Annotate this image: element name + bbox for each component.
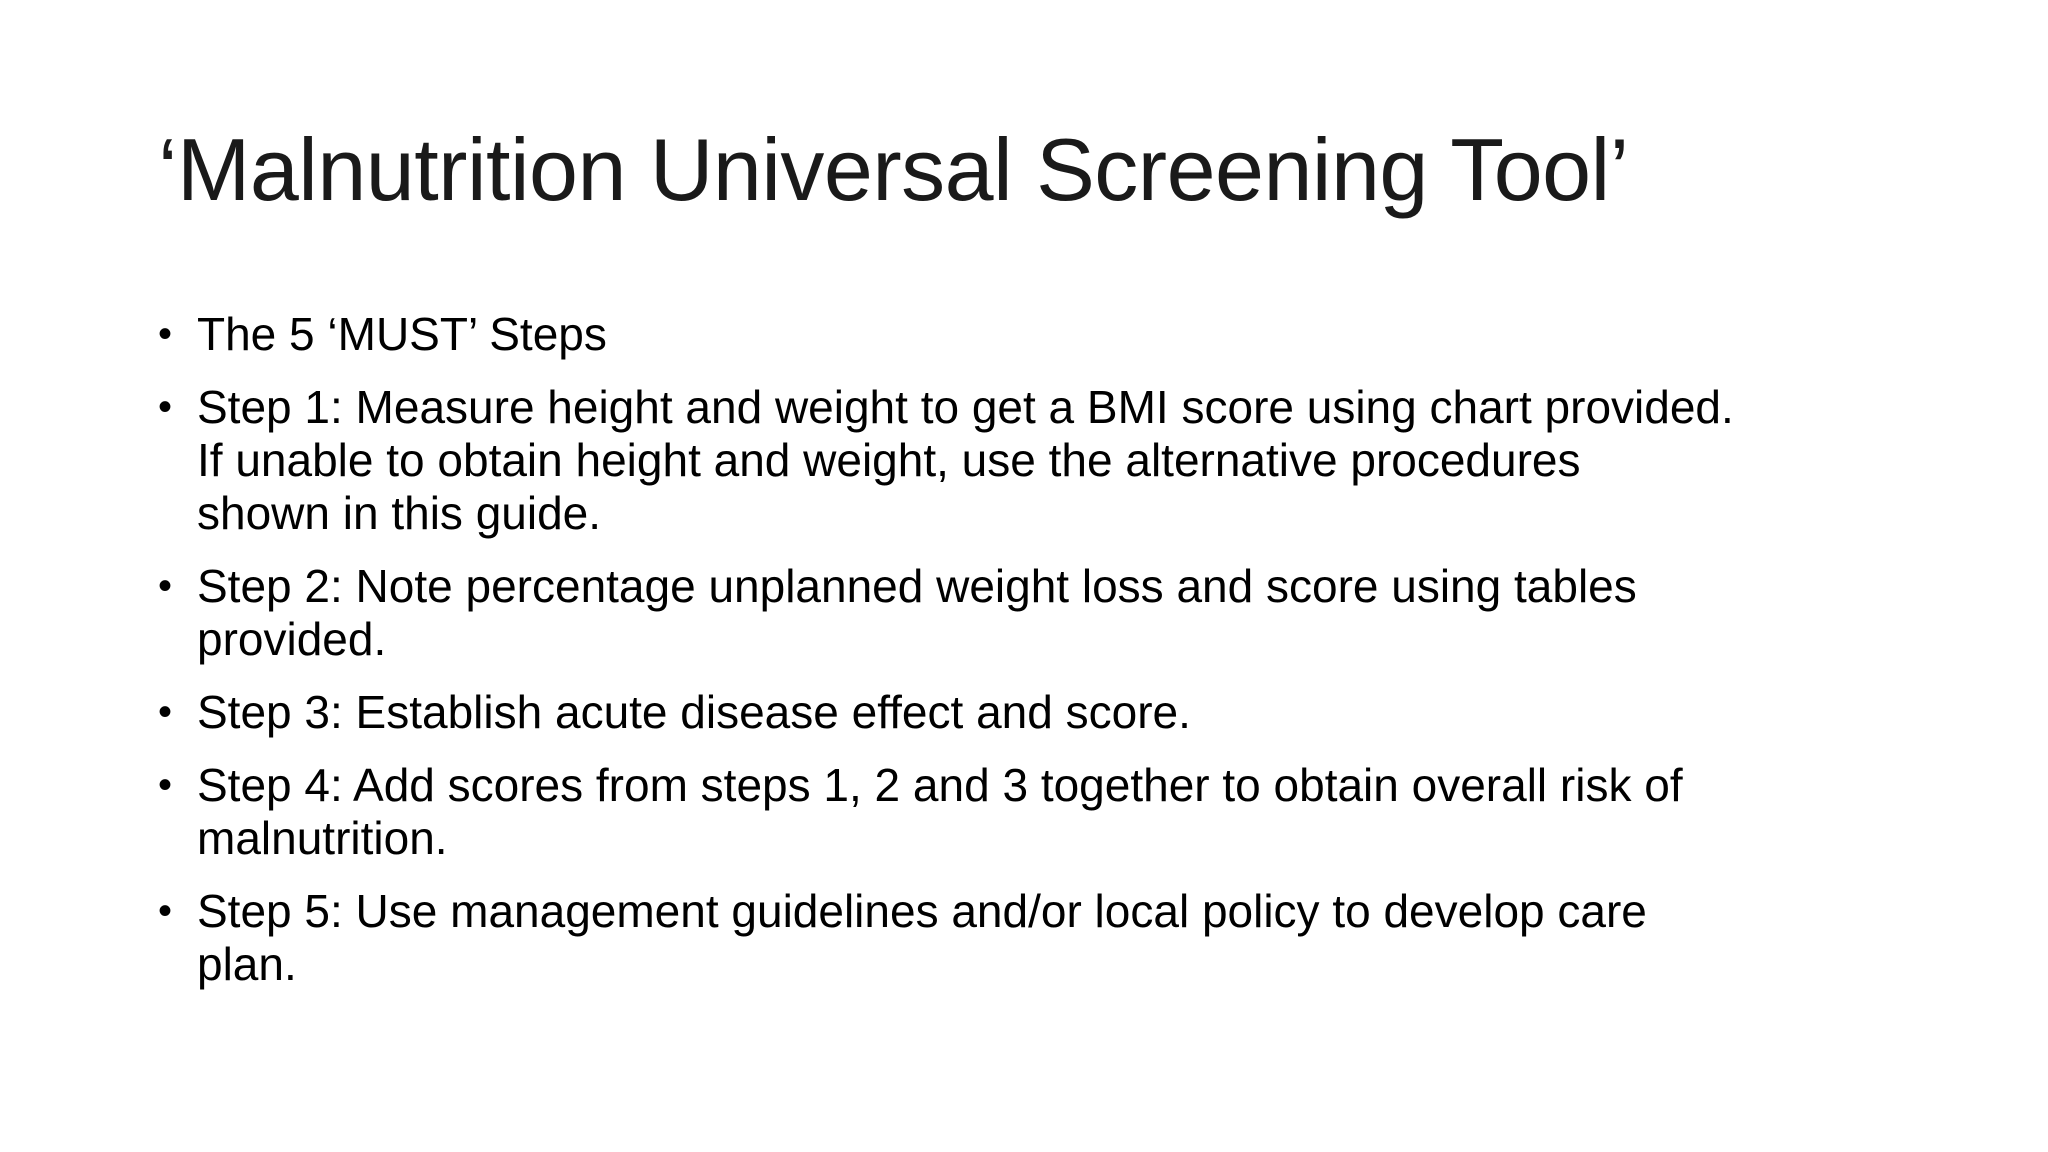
bullet-text-line: If unable to obtain height and weight, use the alternative procedures xyxy=(197,434,1581,486)
bullet-item-step-5 xyxy=(158,885,1918,991)
bullet-text-line: malnutrition. xyxy=(197,812,448,864)
bullet-text-line: The 5 ‘MUST’ Steps xyxy=(197,308,607,360)
bullet-icon: • xyxy=(158,564,173,608)
bullet-text-line: shown in this guide. xyxy=(197,487,602,539)
bullet-text-line: Step 3: Establish acute disease effect and score. xyxy=(197,686,1191,738)
bullet-item-step-2 xyxy=(158,560,1918,666)
bullet-icon: • xyxy=(158,763,173,807)
bullet-icon: • xyxy=(158,889,173,933)
slide-title: ‘Malnutrition Universal Screening Tool’ xyxy=(158,120,1629,219)
bullet-icon: • xyxy=(158,690,173,734)
bullet-text-line: Step 2: Note percentage unplanned weight loss and score using tables xyxy=(197,560,1637,612)
bullet-list xyxy=(158,308,1918,1011)
bullet-text-line: provided. xyxy=(197,613,387,665)
bullet-item-must-steps xyxy=(158,308,1918,361)
bullet-item-step-1 xyxy=(158,381,1918,540)
bullet-icon: • xyxy=(158,312,173,356)
bullet-text-line: Step 4: Add scores from steps 1, 2 and 3 together to obtain overall risk of xyxy=(197,759,1683,811)
bullet-item-step-3 xyxy=(158,686,1918,739)
bullet-icon: • xyxy=(158,385,173,429)
bullet-text-line: plan. xyxy=(197,938,297,990)
bullet-text-line: Step 1: Measure height and weight to get a BMI score using chart provided. xyxy=(197,381,1734,433)
bullet-item-step-4 xyxy=(158,759,1918,865)
bullet-text-line: Step 5: Use management guidelines and/or local policy to develop care xyxy=(197,885,1647,937)
